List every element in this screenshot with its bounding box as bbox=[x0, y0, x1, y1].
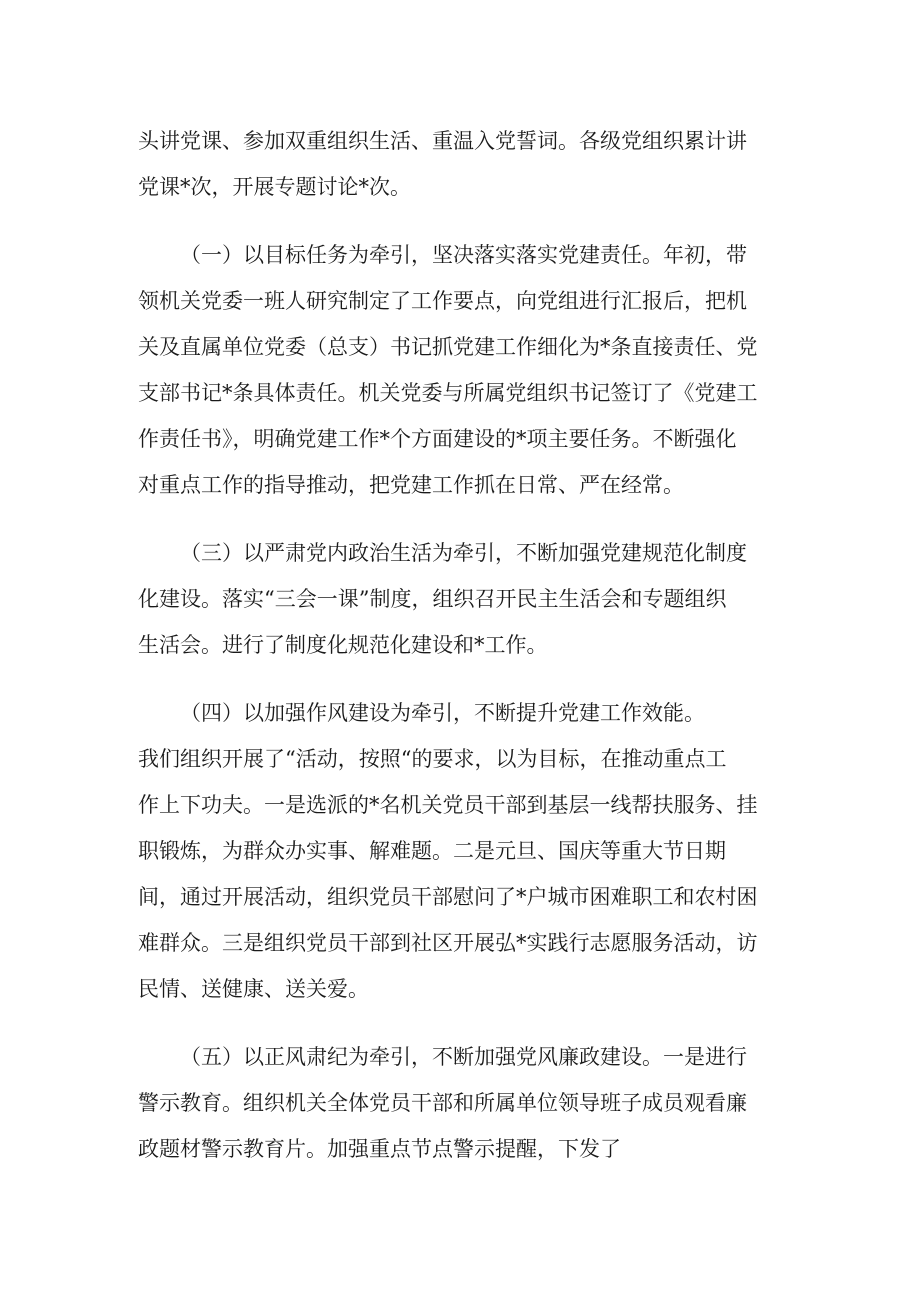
paragraph-line: 头讲党课、参加双重组织生活、重温入党誓词。各级党组织累计讲 bbox=[138, 129, 747, 153]
paragraph-line: 民情、送健康、送关爱。 bbox=[138, 977, 369, 1001]
paragraph-line: （五）以正风肃纪为牵引，不断加强党风廉政建设。一是进行 bbox=[180, 1045, 747, 1069]
paragraph-line: 间，通过开展活动，组织党员干部慰问了*户城市困难职工和农村困 bbox=[138, 885, 758, 909]
paragraph-line: 关及直属单位党委（总支）书记抓党建工作细化为*条直接责任、党 bbox=[138, 335, 758, 359]
paragraph-line: 警示教育。组织机关全体党员干部和所属单位领导班子成员观看廉 bbox=[138, 1091, 747, 1115]
paragraph-line: 对重点工作的指导推动，把党建工作抓在日常、严在经常。 bbox=[138, 473, 684, 497]
paragraph-line: 作上下功夫。一是选派的*名机关党员干部到基层一线帮扶服务、挂 bbox=[138, 793, 758, 817]
paragraph-line: 化建设。落实“三会一课”制度，组织召开民主生活会和专题组织 bbox=[138, 587, 727, 611]
paragraph-line: 支部书记*条具体责任。机关党委与所属党组织书记签订了《党建工 bbox=[138, 381, 758, 405]
paragraph-line: 政题材警示教育片。加强重点节点警示提醒，下发了 bbox=[138, 1137, 621, 1161]
document-body bbox=[138, 118, 788, 1172]
paragraph-line: 我们组织开展了“活动，按照“的要求，以为目标，在推动重点工 bbox=[138, 747, 727, 771]
paragraph-line: （一）以目标任务为牵引，坚决落实落实党建责任。年初，带 bbox=[180, 243, 747, 267]
paragraph-line: 难群众。三是组织党员干部到社区开展弘*实践行志愿服务活动，访 bbox=[138, 931, 758, 955]
paragraph-line: （四）以加强作风建设为牵引，不断提升党建工作效能。 bbox=[180, 701, 705, 725]
paragraph-line: （三）以严肃党内政治生活为牵引，不断加强党建规范化制度 bbox=[180, 541, 747, 565]
paragraph-line: 生活会。进行了制度化规范化建设和*工作。 bbox=[138, 633, 548, 657]
paragraph-line: 作责任书》，明确党建工作*个方面建设的*项主要任务。不断强化 bbox=[138, 427, 737, 451]
paragraph-line: 领机关党委一班人研究制定了工作要点，向党组进行汇报后，把机 bbox=[138, 289, 747, 313]
paragraph-line: 职锻炼，为群众办实事、解难题。二是元旦、国庆等重大节日期 bbox=[138, 839, 726, 863]
paragraph-line: 党课*次，开展专题讨论*次。 bbox=[138, 175, 411, 199]
